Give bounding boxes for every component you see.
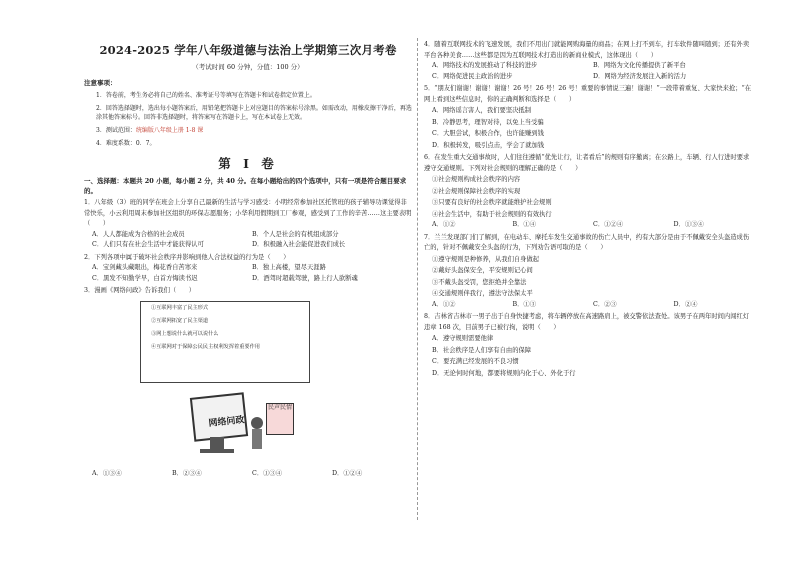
statement-3: ③网上想说什么就可以说什么: [151, 330, 219, 337]
scope-highlight: 统编版八年级上册 1-8 课: [135, 127, 204, 134]
question-6-option-b[interactable]: B．①④: [512, 221, 537, 228]
question-4-option-c[interactable]: C．网络促进民主政治的进步: [432, 72, 513, 80]
question-8-option-a[interactable]: A．遵守规则需要他律: [432, 335, 494, 342]
question-5-option-d[interactable]: D．积极转发，吸引点击，学会了就加钱: [432, 141, 545, 149]
question-5-option-b[interactable]: B．冷静思考，理智对待，以免上当受骗: [432, 118, 544, 126]
exam-title: 2024-2025 学年八年级道德与法治上学期第三次月考卷: [99, 43, 397, 57]
question-6-item-1: ①社会规则构成社会秩序的内容: [432, 176, 521, 183]
notice-item-2: 2．回答选择题时，选出每小题答案后，用铅笔把答题卡上对应题目的答案标号涂黑。如需改动，用橡皮擦干净后，再选涂其他答案标号。回答非选择题时，将答案写在答题卡上，写在本试卷上无效。: [96, 105, 412, 121]
person-figure-icon: [246, 417, 268, 457]
column-divider: [417, 38, 418, 520]
question-3-options: [84, 469, 412, 480]
question-6-stem: 6．在发生重大交通事故时，人们往往遵循“优先让行，让者看后”的规则有序撤离；在公路上，车辆、行人行进时要求遵守交通规则。下列对社会规则的理解正确的是（ ）: [424, 154, 750, 172]
notice-item-1: 1．答卷前，考生务必将自己的姓名、准考证号等填写在答题卡和试卷指定位置上。: [96, 92, 316, 99]
question-5-option-c[interactable]: C．大胆尝试，积极合作，也许能赚到钱: [432, 130, 544, 137]
question-4-stem: 4．随着互联网技术的飞速发展，我们不用出门就能网购海量的商品；在网上打不到车，打车软件随叫随到；还有外卖平台各种美食……这些都是因为互联网技术打造出的新商业模式，这体现出（ ）: [424, 41, 750, 59]
person-head: [251, 417, 263, 429]
notice-heading: 注意事项：: [84, 79, 117, 87]
cartoon-illustration: [182, 389, 300, 469]
notice-item-3-label: 3．测试范围：: [96, 127, 136, 134]
question-6-option-a[interactable]: A．①②: [432, 221, 456, 228]
question-3-statement-box: [140, 301, 310, 383]
question-5-option-a[interactable]: A．网络谣言害人，我们要坚决抵制: [432, 107, 532, 114]
question-1-option-b[interactable]: B．个人是社会的有机组成部分: [252, 230, 339, 238]
computer-screen-icon: [190, 392, 248, 441]
question-8-option-b[interactable]: B．社会秩序是人们享有自由的保障: [432, 346, 532, 354]
placard-sign: 民声民情: [266, 403, 294, 435]
question-2-option-a[interactable]: A．宝剑藏头藏眼出，梅花香自苦寒来: [92, 264, 198, 271]
question-2-option-c[interactable]: C．黑发不知勤学早，白首方悔读书迟: [92, 274, 198, 282]
person-torso: [252, 429, 262, 449]
question-7-option-d[interactable]: D．②④: [673, 300, 698, 308]
question-4-option-a[interactable]: A．网络技术的发展推动了科技的进步: [432, 62, 538, 69]
question-7-option-c[interactable]: C．②③: [593, 300, 617, 308]
question-4-options: [424, 61, 754, 82]
statement-1: ①互联网丰富了民主形式: [151, 304, 209, 311]
section-juan-title: 第 Ⅰ 卷: [218, 156, 278, 171]
question-8-option-c[interactable]: C．要充满已经发展的不良习惯: [432, 358, 519, 365]
exam-subtitle: （考试时间 60 分钟，分值：100 分）: [192, 63, 304, 71]
question-3-stem: 3．漫画《网络问政》告诉我们（ ）: [84, 287, 196, 294]
question-3-option-d[interactable]: D．①②④: [332, 469, 363, 477]
question-2-stem: 2．下列各项中属于破坏社会秩序并影响到他人合法权益的行为是（ ）: [84, 253, 290, 261]
question-7-option-b[interactable]: B．①③: [512, 300, 537, 308]
right-column: [424, 38, 754, 379]
question-6-item-3: ③只要有良好的社会秩序就能维护社会规则: [432, 199, 552, 206]
question-6-item-2: ②社会规则保障社会秩序的实现: [432, 187, 521, 195]
question-7-item-4: ④交通规则伴我行，遵法守法保太平: [432, 290, 533, 297]
question-7-item-2: ②戴好头盔保安全，平安规则记心间: [432, 267, 533, 274]
question-1-option-a[interactable]: A．人人都能成为合格的社会成员: [92, 230, 185, 238]
question-6-options: [424, 220, 754, 231]
question-1-stem: 1．八年级（3）班的同学在班会上分享自己最新的生活与学习感受：小明经常参加社区托管班的孩子辅导功课觉得非常快乐，小云利用周末参加社区组织的环保志愿服务；小华利用假期到工厂参观，感受到了工作的辛苦……这主要表明（ ）: [84, 199, 412, 227]
monitor-stand: [210, 437, 224, 449]
screen-text: 网络问政: [208, 414, 246, 429]
question-6-option-d[interactable]: D．①③④: [673, 221, 704, 228]
question-6-items: [424, 174, 754, 220]
question-3-option-a[interactable]: A．①③④: [92, 469, 122, 477]
question-7-stem: 7．兰兰发现部门们了解到，在电动车、摩托车发生交通事故的伤亡人员中，约有大部分是由于不佩戴安全头盔造成伤亡的，针对不佩戴安全头盔的行为，下列劝告语可取的是（ ）: [424, 233, 750, 251]
statement-4: ④互联网对于保障公民民主权利发挥着重要作用: [151, 343, 260, 350]
question-1-option-c[interactable]: C．人们只有在社会生活中才能获得认可: [92, 241, 204, 248]
question-2-option-b[interactable]: B．独上高楼，望尽天涯路: [252, 264, 326, 271]
question-6-item-4: ④社会生活中，有助于社会规则的有效执行: [432, 210, 552, 218]
question-5-stem: 5．“朋友们谢谢！谢谢！谢谢！26 号！26 号！26 号！重要的事情说三遍！谢谢！”一段带着重复、大家快来抢；“在网上看到这些信息时，你的正确判断和选择是（ ）: [424, 85, 752, 103]
question-2-option-d[interactable]: D．酒驾时超载驾驶，路上行人欲断魂: [252, 274, 358, 282]
question-7-items: [424, 254, 754, 300]
section-heading: 一、选择题：本题共 20 小题，每小题 2 分，共 40 分。在每小题给出的四个选项中，只有一项是符合题目要求的。: [84, 177, 407, 195]
question-7-item-1: ①遵守规则是种修养，从我们自身做起: [432, 255, 540, 263]
question-7-options: [424, 300, 754, 311]
question-7-item-3: ③不戴头盔受罚，您拒绝并全靠法: [432, 278, 527, 286]
question-1-option-d[interactable]: D．积极融入社会能促进我们成长: [252, 241, 346, 248]
question-5-options: [424, 105, 754, 151]
question-1-options: [84, 230, 412, 251]
notice-item-3: [84, 126, 412, 135]
question-4-option-d[interactable]: D．网络为经济发展注入新的活力: [593, 72, 687, 80]
left-column: [84, 38, 412, 479]
monitor-base: [200, 449, 234, 453]
question-3-option-c[interactable]: C．①③④: [252, 469, 283, 477]
question-8-stem: 8．吉林省吉林市一男子出于自身快捷考虑，将车辆停放在高速路肩上，被交警依法查处。该男子在两年时间内闯红灯违章 168 次，目前男子已被行拘，说明（ ）: [424, 313, 750, 331]
notice-item-4: 4．难度系数：0．7。: [96, 140, 156, 147]
question-6-option-c[interactable]: C．①②④: [593, 221, 624, 228]
question-3-option-b[interactable]: B．②③④: [172, 469, 202, 477]
statement-2: ②互联网拓宽了民主渠道: [151, 317, 209, 324]
question-8-option-d[interactable]: D．无论何时何地，都要将规则内化于心、外化于行: [432, 369, 576, 377]
question-2-options: [84, 263, 412, 284]
question-4-option-b[interactable]: B．网络为文化传播提供了新平台: [593, 62, 686, 69]
question-7-option-a[interactable]: A．①②: [432, 300, 456, 308]
question-8-options: [424, 333, 754, 379]
